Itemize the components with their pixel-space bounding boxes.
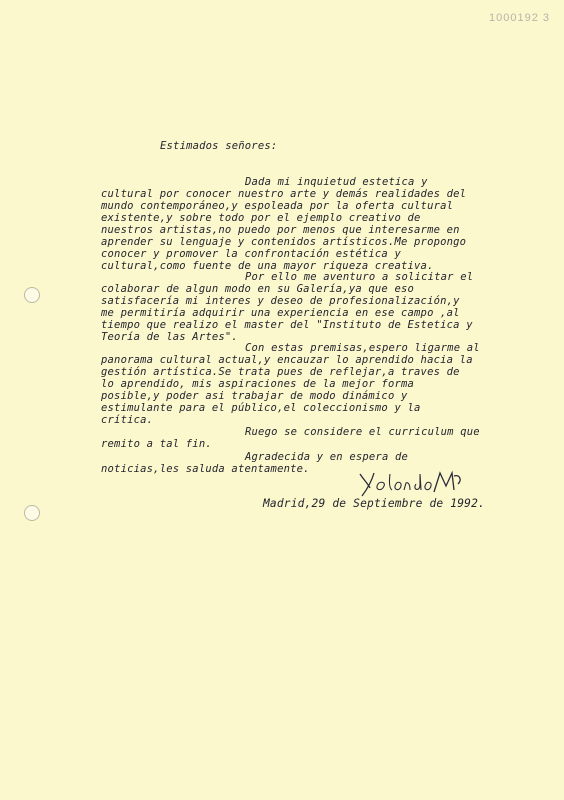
body-line: satisfacería mi interes y deseo de profesionalización,y	[101, 295, 460, 307]
body-line: posible,y poder asi trabajar de modo dinámico y	[101, 390, 408, 402]
body-line: Teoría de las Artes".	[101, 331, 238, 343]
body-line: mundo contemporáneo,y espoleada por la oferta cultural	[101, 200, 454, 212]
body-line: crítica.	[101, 414, 154, 426]
body-line: estimulante para el público,el coleccionismo y la	[101, 402, 421, 414]
reference-number: 1000192 3	[489, 12, 550, 24]
body-line: Con estas premisas,espero ligarme al	[245, 342, 480, 354]
body-line: Agradecida y en espera de	[245, 451, 409, 463]
body-line: conocer y promover la confrontación estética y	[101, 248, 401, 260]
body-line: cultural por conocer nuestro arte y demás realidades del	[101, 188, 467, 200]
punch-hole-bottom	[24, 505, 40, 521]
body-line: gestión artística.Se trata pues de reflejar,a traves de	[101, 366, 460, 378]
body-line: tiempo que realizo el master del "Instituto de Estetica y	[101, 319, 473, 331]
body-line: me permitiría adquirir una experiencia en ese campo ,al	[101, 307, 460, 319]
salutation: Estimados señores:	[160, 140, 278, 152]
body-line: cultural,como fuente de una mayor riqueza creativa.	[101, 260, 434, 272]
body-line: nuestros artistas,no puedo por menos que interesarme en	[101, 224, 460, 236]
body-line: colaborar de algun modo en su Galería,ya que eso	[101, 283, 415, 295]
body-line: aprender su lenguaje y contenidos artísticos.Me propongo	[101, 236, 467, 248]
date-line: Madrid,29 de Septiembre de 1992.	[263, 497, 485, 510]
body-line: existente,y sobre todo por el ejemplo creativo de	[101, 212, 421, 224]
body-line: remito a tal fin.	[101, 438, 212, 450]
punch-hole-top	[24, 287, 40, 303]
body-line: noticias,les saluda atentamente.	[101, 463, 310, 475]
body-line: panorama cultural actual,y encauzar lo aprendido hacia la	[101, 354, 473, 366]
body-line: lo aprendido, mis aspiraciones de la mejor forma	[101, 378, 415, 390]
body-line: Ruego se considere el curriculum que	[245, 426, 480, 438]
body-line: Dada mi inquietud estetica y	[245, 176, 428, 188]
handwritten-signature	[354, 470, 464, 498]
body-line: Por ello me aventuro a solicitar el	[245, 271, 474, 283]
